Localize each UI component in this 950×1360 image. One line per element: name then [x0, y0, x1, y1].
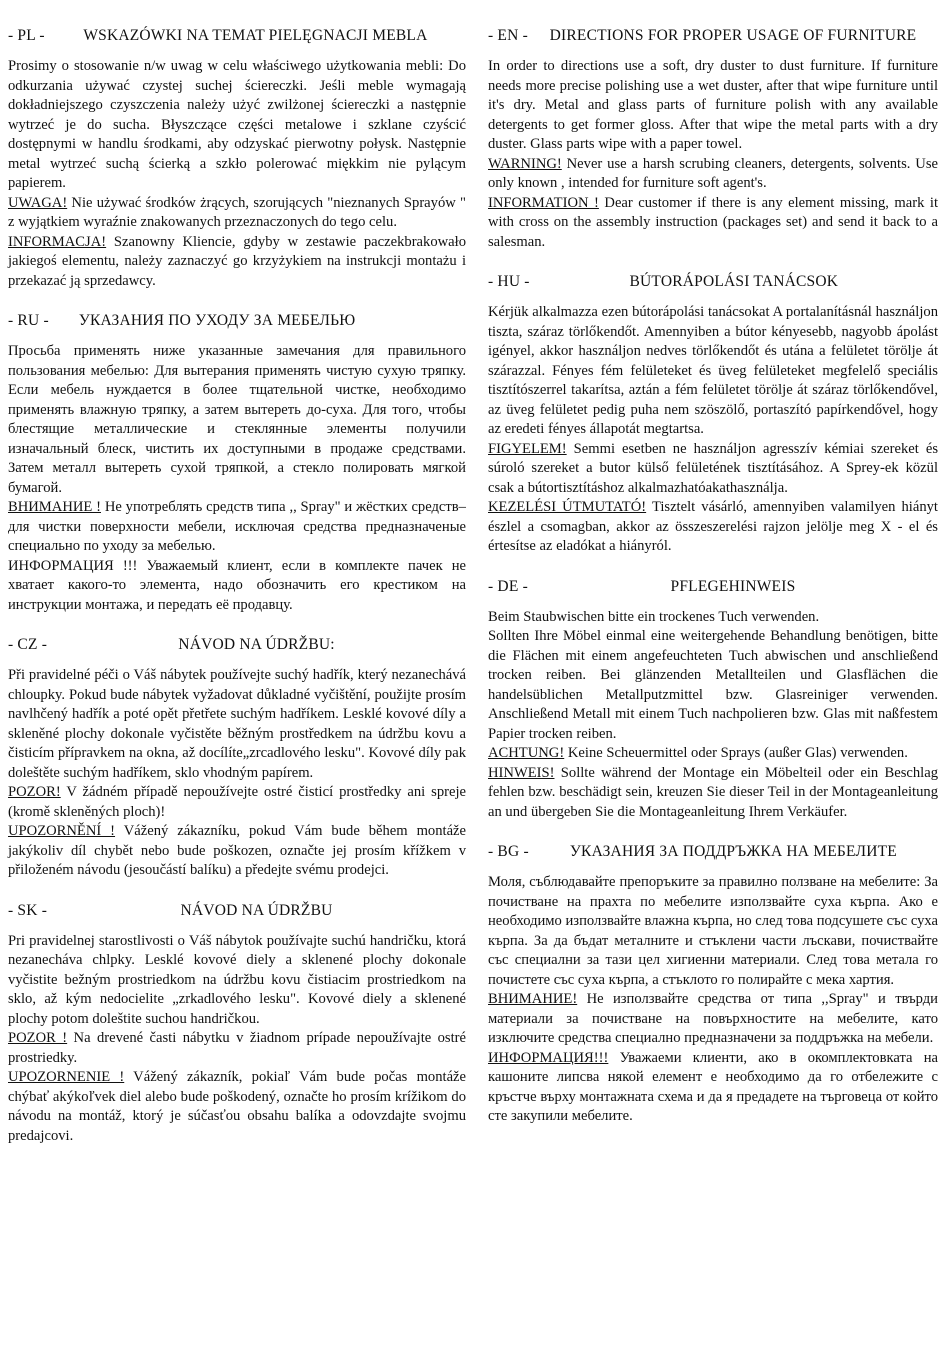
section-cz — [8, 635, 466, 881]
information-label: ИНФОРМАЦИЯ!!! — [488, 1049, 609, 1066]
section-title: BÚTORÁPOLÁSI TANÁCSOK — [629, 273, 839, 290]
section-heading — [8, 311, 466, 330]
warning-label: FIGYELEM! — [488, 440, 567, 457]
section-heading — [8, 635, 466, 654]
language-code: - BG - — [488, 843, 529, 860]
warning-text: Na drevené časti nábytku v žiadnom prípade nepoužívajte ostré prostriedky. — [8, 1030, 467, 1066]
section-ru — [8, 311, 466, 615]
instructions-text: Sollten Ihre Möbel einmal eine weitergehende Behandlung benötigen, bitte die Flächen mit einem angefeuchteten Tuch abwischen und anschließend trocken reiben. Bei glänzenden Metallteilen und Glasflächen die handelsüblichen Metallputzmittel bzw. Glasreiniger verwenden. Anschließend Metall mit einem Tuch nachpolieren bzw. Glas mit naßfestem Papier trocken reiben. — [488, 628, 938, 742]
information-paragraph — [488, 498, 938, 557]
warning-text: Keine Scheuermittel oder Sprays (außer Glas) verwenden. — [564, 745, 908, 761]
section-heading — [488, 842, 938, 861]
warning-label: ВНИМАНИЕ! — [488, 991, 578, 1007]
information-paragraph — [488, 764, 938, 823]
warning-text: Nie używać środków żrących, szorujących "nieznanych Sprayów " z wyjątkiem wyraźnie znakowanych przeznaczonych do tego celu. — [8, 194, 466, 230]
right-column — [488, 26, 938, 1127]
information-text: Vážený zákazník, pokiaľ Vám bude počas montáže chýbať akýkoľvek diel alebo bude poškodený, označte ho prosím krížikom do návodu na montáž, ktorý je súčasťou obsahu balíka a odovzdajte svojmu predajcovi. — [8, 1069, 466, 1144]
section-heading — [8, 26, 466, 45]
section-sk — [8, 901, 466, 1147]
information-label: UPOZORNĚNÍ ! — [8, 823, 116, 839]
warning-text: Semmi esetben ne használjon agresszív kémiai szereket és súroló szereket a butor külső felületének tisztításához. A Sprey-ek közül csak a bútortisztításhoz alkalmazhatóakathasználja. — [488, 440, 938, 496]
section-bg — [488, 842, 938, 1127]
section-title: DIRECTIONS FOR PROPER USAGE OF FURNITURE — [549, 27, 917, 44]
warning-text: Never use a harsh scrubing cleaners, detergents, solvents. Use only known , intended for furniture soft agent's. — [488, 155, 938, 191]
section-pl — [8, 26, 466, 291]
section-title: NÁVOD NA ÚDRŽBU — [180, 901, 333, 919]
section-heading — [8, 901, 466, 920]
warning-paragraph — [488, 744, 938, 764]
information-text: Уважаеми клиенти, ако в окомплектовката на кашоните липсва някой елемент е необходимо да го отбележите с кръстче върху монтажната схема и да я предадете на търговеца от който сте закупили мебелите. — [488, 1049, 938, 1124]
section-title: PFLEGEHINWEIS — [670, 577, 796, 595]
information-text: Tisztelt vásárló, amennyiben valamilyen hiányt észlel a csomagban, akkor az összeszerelési rajzon jelölje meg X - el és értesítse az eladókat a hiányról. — [488, 499, 938, 554]
information-paragraph — [488, 194, 938, 253]
section-hu — [488, 272, 938, 557]
warning-label: ACHTUNG! — [488, 745, 565, 761]
warning-label: POZOR! — [8, 784, 61, 800]
information-text: Vážený zákazníku, pokud Vám bude během montáže jakýkoliv díl chybět nebo bude poškozen, označte jej prosím křížkem v přiloženém návodu (jesoučástí balíku) a předejte svému prodejci. — [8, 823, 466, 878]
instructions-text: Při pravidelné péči o Váš nábytek používejte suchý hadřík, který nezanechává chloupky. Pokud bude nábytek vyžadovat důkladné vyčištění, použijte prosím navlhčený hadřík a poté opět přetřete suchým hadříkem. Lesklé kovové díly a skleněné plochy dokonale vyčistěte běžným prostředkem na údržbu kovu a čisticím přípravkem na okna, až docílíte„zrcadlového lesku". Kovové díly pak doleštěte suchým hadříkem, sklo vhodným papírem. — [8, 667, 466, 781]
warning-paragraph — [8, 1029, 466, 1068]
warning-label: POZOR ! — [8, 1030, 68, 1046]
information-label: UPOZORNENIE ! — [8, 1069, 125, 1085]
information-label: ИНФОРМАЦИЯ !!! — [8, 557, 138, 574]
language-code: - EN - — [488, 27, 528, 44]
left-column — [8, 26, 466, 1146]
instructions-text: Kérjük alkalmazza ezen bútorápolási tanácsokat A portalanításnál használjon tiszta, száraz törlőkendőt. Amennyiben a bútor kényesebb, nagyobb ápolást igényel, akkor használjon nedves törlőkendőt és utána a felületet törölje át szárazzal. Fényes fém felületeket és üveg felületeket megfelelő speciális tisztítószerrel takarítsa, aztán a fém felületet törölje át száraz törlőkendővel, az üveg felületet pedig puha nem szöszölő, portaszító papírkendővel, hogy az eredeti fényes állapotát megtartsa. — [488, 304, 938, 437]
language-code: - DE - — [488, 577, 528, 595]
section-de — [488, 577, 938, 823]
warning-paragraph — [8, 194, 466, 233]
warning-paragraph — [8, 783, 466, 822]
information-label: HINWEIS! — [488, 764, 555, 781]
information-label: KEZELÉSI ÚTMUTATÓ! — [488, 499, 647, 515]
information-paragraph — [8, 557, 466, 616]
language-code: - SK - — [8, 901, 48, 919]
warning-paragraph — [8, 498, 466, 557]
information-label: INFORMACJA! — [8, 233, 107, 250]
section-title: УКАЗАНИЯ ЗА ПОДДРЪЖКА НА МЕБЕЛИТЕ — [569, 843, 897, 860]
information-paragraph — [8, 1068, 466, 1146]
section-title: УКАЗАНИЯ ПО УХОДУ ЗА МЕБЕЛЬЮ — [78, 312, 356, 329]
information-paragraph — [8, 822, 466, 881]
warning-label: UWAGA! — [8, 194, 68, 211]
section-en — [488, 26, 938, 252]
information-text: Sollte während der Montage ein Möbelteil oder ein Beschlag fehlen bzw. beschädigt sein, kreuzen Sie dieser Teil in der Montageanleitung an und übergeben Sie die Montageanleitung Ihrem Verkäufer. — [488, 764, 938, 820]
warning-paragraph — [488, 990, 938, 1049]
instructions-text: Pri pravidelnej starostlivosti o Váš nábytok používajte suchú handričku, ktorá nezanecháva chlpky. Lesklé kovové diely a sklenené plochy dokonale vyčistite bežným prostriedkom na údržbu kovu čistiacim prostriedkom na sklo, až kým nedocielite „zrkadlového lesku". Kovové diely a sklenené plochy potom doleštite suchou handričkou. — [8, 932, 466, 1027]
instructions-text: Моля, съблюдавайте препоръките за правилно ползване на мебелите: За почистване на прахта по мебелите използвайте суха кърпа. Ако е необходимо използвайте влажна кърпа, но след това подсушете със суха кърпа. За да бъдат металните и стъклени части лъскави, почиствайте със специални за тази цел хигиенни материали. След това метала го почистете със суха кърпа, а стъклото го полирайте с мека хартия. — [488, 874, 938, 988]
warning-text: Не употреблять средств типа ,, Spray" и жёстких средств– для чистки поверхности мебели, исключая средства предназначеные специально по уходу за мебелью. — [8, 499, 466, 554]
section-heading — [488, 26, 938, 45]
language-code: - CZ - — [8, 636, 48, 653]
section-heading — [488, 272, 938, 291]
instructions-text: In order to directions use a soft, dry duster to dust furniture. If furniture needs more precise polishing use a wet duster, after that wipe furniture until it's dry. Metal and glass parts of furniture polish with any available detergents to get former gloss. After that wipe the metal parts with a dry duster. Glass parts wipe with a paper towel. — [488, 58, 938, 152]
information-text: Dear customer if there is any element missing, mark it with cross on the assembly instruction (packages set) and send it back to a salesman. — [488, 194, 938, 250]
warning-paragraph — [488, 440, 938, 499]
information-text: Szanowny Kliencie, gdyby w zestawie paczekbrakowało jakiegoś elementu, należy zaznaczyć go krzyżykiem na instrukcji montażu i przekazać ją sprzedawcy. — [8, 233, 466, 289]
warning-paragraph — [488, 155, 938, 194]
information-label: INFORMATION ! — [488, 194, 599, 211]
information-paragraph — [8, 233, 466, 292]
section-title: NÁVOD NA ÚDRŽBU: — [178, 636, 335, 653]
instructions-text-intro: Beim Staubwischen bitte ein trockenes Tuch verwenden. — [488, 608, 820, 625]
warning-text: V žádném případě nepoužívejte ostré čisticí prostředky ani spreje (kromě skleněných ploch)! — [8, 784, 466, 820]
warning-label: ВНИМАНИЕ ! — [8, 499, 101, 515]
language-code: - HU - — [488, 273, 530, 290]
warning-text: Не използвайте средства от типа ,,Spray" и твърди материали за почистване на повърхностите на мебелите, като изключите средства специално предназначени за поддръжка на мебели. — [488, 991, 938, 1046]
instructions-text: Просьба применять ниже указанные замечания для правильного пользования мебелью: Для вытерания применять чистую сухую тряпку. Если мебель нуждается в более тщательной чистке, необходимо применять влажную тряпку, а затем вытереть до-суха. Для того, чтобы блестящие металлические и стеклянные элементы получили изначальный блеск, чистить их доступными в продаже средствами. Затем металл вытереть сухой тряпкой, а стекло полировать мягкой бумагой. — [8, 343, 466, 496]
information-paragraph — [488, 1049, 938, 1127]
instructions-text: Prosimy o stosowanie n/w uwag w celu właściwego użytkowania mebli: Do odkurzania używać czystej suchej ściereczki. Jeśli meble wymagają dokładniejszego czyszczenia należy użyć zwilżonej ściereczki a następnie wytrzeć je do sucha. Błyszczące części metalowe i szklane czyścić dostępnymi w handlu środkami, aby odzyskać pierwotny połysk. Następnie metal wytrzeć suchą ścierką a szkło polerować miękkim nie pylącym papierem. — [8, 58, 466, 191]
language-code: - PL - — [8, 27, 45, 44]
warning-label: WARNING! — [488, 155, 562, 172]
language-code: - RU - — [8, 312, 49, 329]
information-text: Уважаемый клиент, если в комплекте пачек не хватает какого-то элемента, надо обозначить его крестиком на инструкции монтажа, и передать её продавцу. — [8, 557, 467, 613]
section-title: WSKAZÓWKI NA TEMAT PIELĘGNACJI MEBLA — [83, 27, 428, 44]
section-heading — [488, 577, 938, 596]
